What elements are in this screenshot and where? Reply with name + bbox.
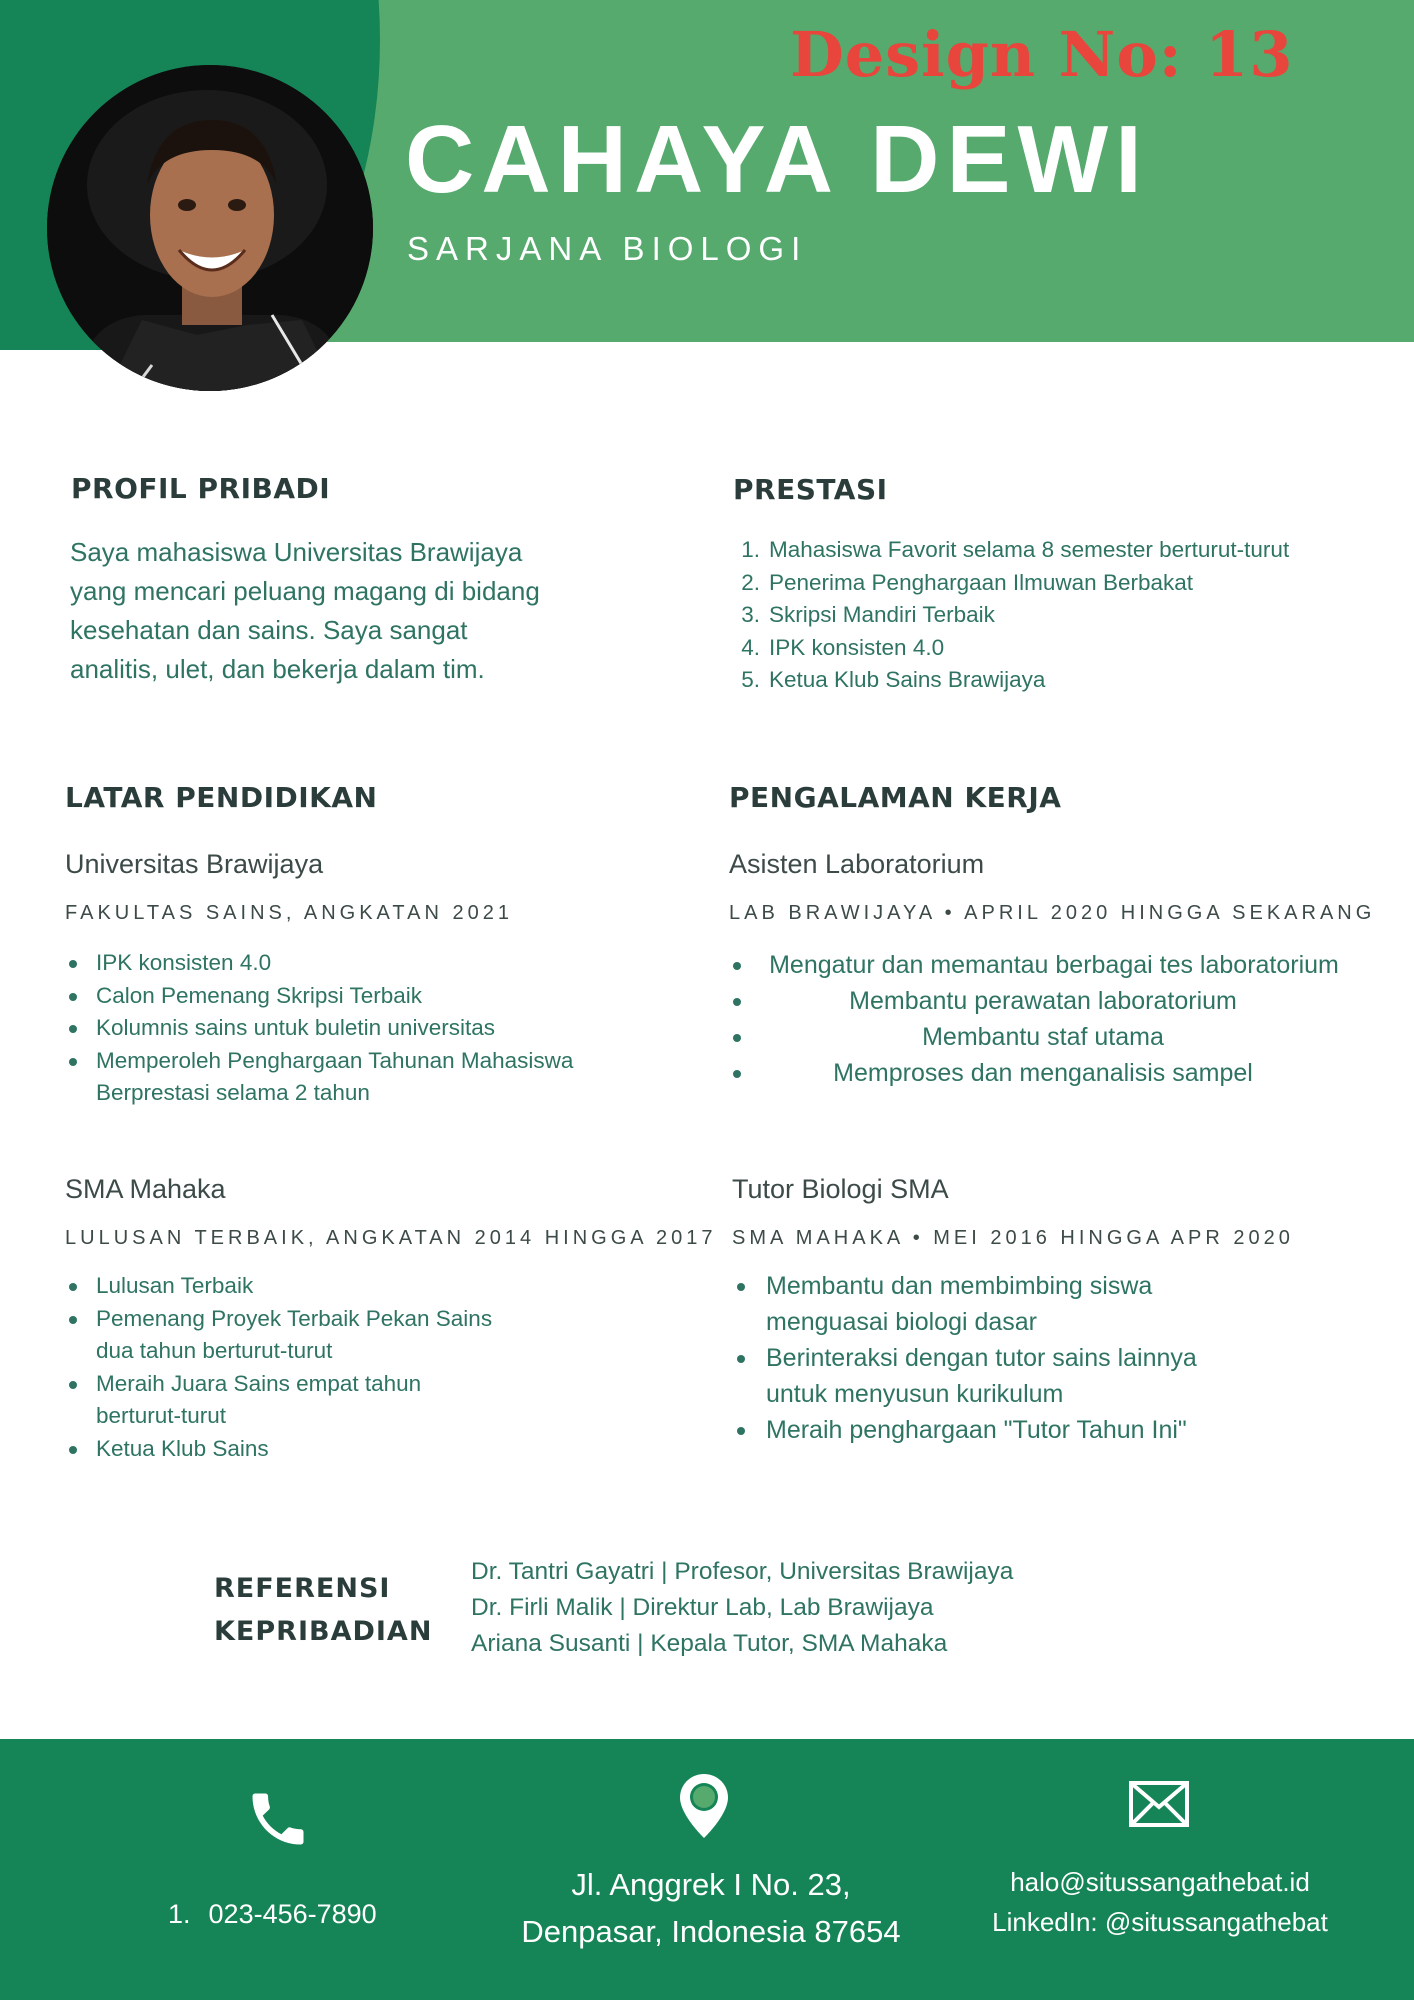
- profile-heading: PROFIL PRIBADI: [71, 472, 331, 505]
- experience-subtitle: LAB BRAWIJAYA • APRIL 2020 HINGGA SEKARANG: [729, 902, 1376, 924]
- profile-text: [70, 533, 540, 689]
- list-item: Dr. Firli Malik | Direktur Lab, Lab Brawijaya: [471, 1594, 934, 1621]
- profile-line: Saya mahasiswa Universitas Brawijaya: [70, 537, 523, 567]
- list-item: Pemenang Proyek Terbaik Pekan Sains dua tahun berturut-turut: [96, 1303, 492, 1368]
- list-item: 1. Mahasiswa Favorit selama 8 semester berturut-turut: [741, 537, 1290, 562]
- experience-bullets: [733, 1268, 1197, 1448]
- list-item: Meraih penghargaan "Tutor Tahun Ini": [766, 1412, 1197, 1448]
- list-item: 4. IPK konsisten 4.0: [741, 634, 945, 660]
- contact-footer: [0, 1739, 1414, 2000]
- experience-org: Asisten Laboratorium: [729, 849, 985, 879]
- list-item: Berinteraksi dengan tutor sains lainnya untuk menyusun kurikulum: [766, 1340, 1197, 1412]
- list-item: 3. Skripsi Mandiri Terbaik: [741, 602, 995, 627]
- design-watermark: Design No: 13: [790, 18, 1294, 91]
- references-heading: REFERENSI KEPRIBADIAN: [214, 1573, 433, 1647]
- list-item: Memperoleh Penghargaan Tahunan Mahasiswa Berprestasi selama 2 tahun: [96, 1045, 573, 1110]
- list-item: Mengatur dan memantau berbagai tes laboratorium: [733, 947, 1353, 983]
- education-heading: LATAR PENDIDIKAN: [65, 781, 378, 814]
- phone-text: 1. 023-456-7890: [168, 1899, 377, 1929]
- mail-icon: [1129, 1781, 1189, 1832]
- experience-org: Tutor Biologi SMA: [732, 1174, 949, 1204]
- list-item: Dr. Tantri Gayatri | Profesor, Universitas Brawijaya: [471, 1558, 1014, 1585]
- education-org: SMA Mahaka: [65, 1174, 226, 1204]
- references-list: [471, 1554, 1013, 1662]
- list-item: Ketua Klub Sains: [96, 1433, 492, 1466]
- list-item: Meraih Juara Sains empat tahun berturut-turut: [96, 1368, 492, 1433]
- education-bullets: [64, 947, 573, 1110]
- list-item: Lulusan Terbaik: [96, 1270, 492, 1303]
- achievements-list: [724, 534, 1289, 697]
- list-item: Ariana Susanti | Kepala Tutor, SMA Mahaka: [471, 1630, 948, 1657]
- list-item: 5. Ketua Klub Sains Brawijaya: [741, 667, 1046, 692]
- list-item: Membantu perawatan laboratorium: [733, 983, 1353, 1019]
- address-text: Jl. Anggrek I No. 23, Denpasar, Indonesia 87654: [521, 1867, 901, 1949]
- list-item: IPK konsisten 4.0: [96, 947, 573, 980]
- education-subtitle: FAKULTAS SAINS, ANGKATAN 2021: [65, 902, 513, 924]
- candidate-name: CAHAYA DEWI: [405, 106, 1149, 213]
- linkedin-link[interactable]: LinkedIn: @situssangathebat: [992, 1907, 1328, 1937]
- phone-icon: [244, 1785, 312, 1858]
- list-item: Memproses dan menganalisis sampel: [733, 1055, 1353, 1091]
- email-linkedin-text: [955, 1862, 1365, 1942]
- education-bullets: [64, 1270, 492, 1465]
- email-link[interactable]: halo@situssangathebat.id: [1010, 1867, 1310, 1897]
- profile-line: kesehatan dan sains. Saya sangat: [70, 615, 468, 645]
- profile-line: analitis, ulet, dan bekerja dalam tim.: [70, 654, 485, 684]
- candidate-title: SARJANA BIOLOGI: [407, 230, 808, 267]
- list-item: Membantu staf utama: [733, 1019, 1353, 1055]
- location-pin-icon: [676, 1771, 732, 1846]
- profile-photo: [47, 65, 373, 391]
- experience-heading: PENGALAMAN KERJA: [729, 781, 1062, 814]
- achievements-heading: PRESTASI: [733, 473, 888, 506]
- experience-bullets: [733, 947, 1353, 1091]
- list-item: Kolumnis sains untuk buletin universitas: [96, 1012, 573, 1045]
- education-org: Universitas Brawijaya: [65, 849, 324, 879]
- education-subtitle: LULUSAN TERBAIK, ANGKATAN 2014 HINGGA 2017: [65, 1227, 717, 1249]
- profile-line: yang mencari peluang magang di bidang: [70, 576, 540, 606]
- list-item: Calon Pemenang Skripsi Terbaik: [96, 980, 573, 1013]
- experience-subtitle: SMA MAHAKA • MEI 2016 HINGGA APR 2020: [732, 1227, 1294, 1249]
- list-item: Membantu dan membimbing siswa menguasai biologi dasar: [766, 1268, 1197, 1340]
- list-item: 2. Penerima Penghargaan Ilmuwan Berbakat: [741, 569, 1194, 595]
